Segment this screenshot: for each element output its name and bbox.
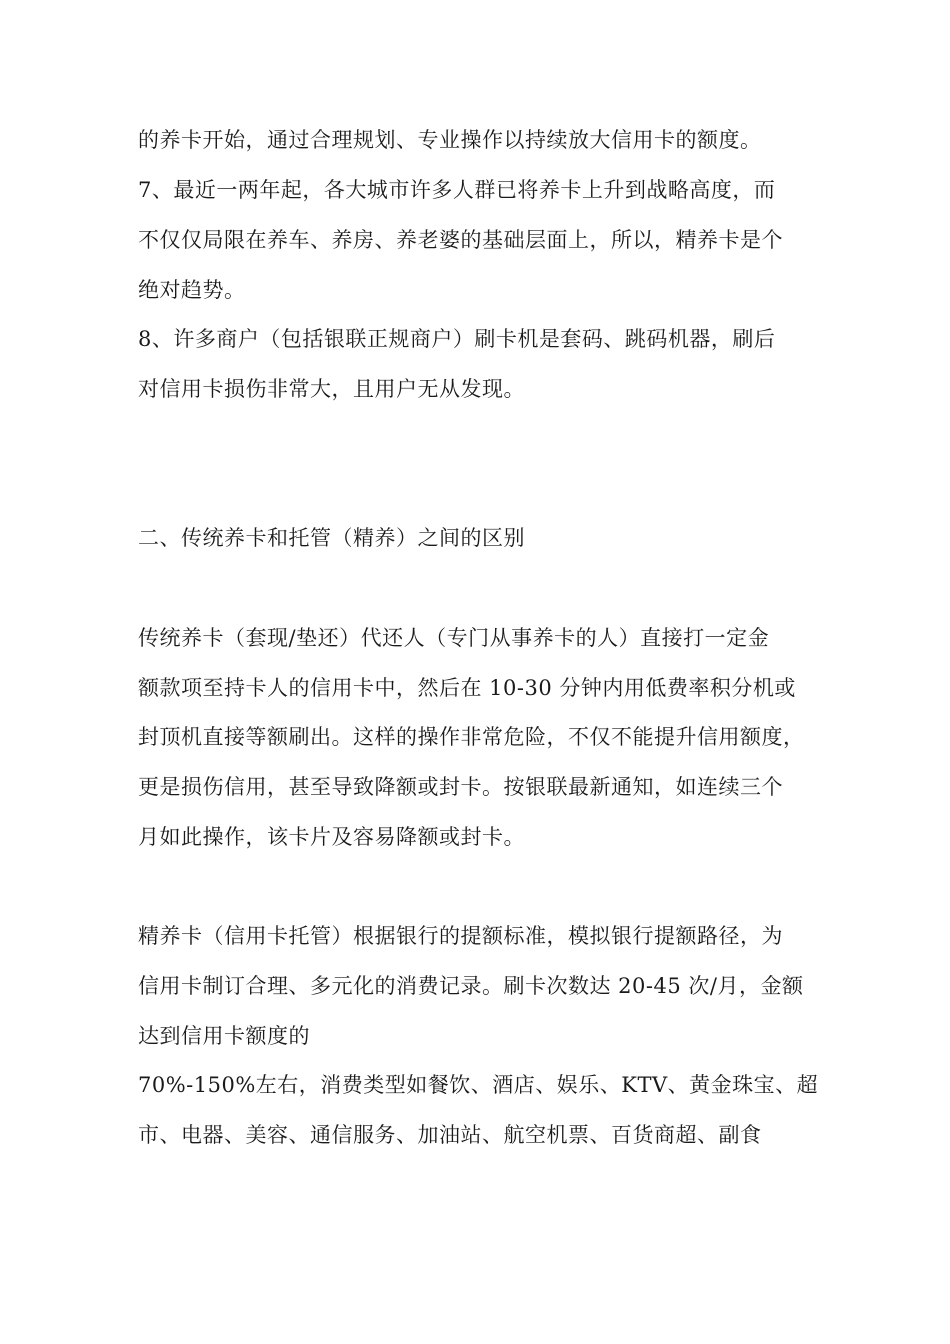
paragraph-line-12: 精养卡（信用卡托管）根据银行的提额标准，模拟银行提额路径，为 [138,924,783,948]
paragraph-line-10: 更是损伤信用，甚至导致降额或封卡。按银联最新通知，如连续三个 [138,775,783,799]
paragraph-line-1: 的养卡开始，通过合理规划、专业操作以持续放大信用卡的额度。 [138,128,762,152]
paragraph-line-9: 封顶机直接等额刷出。这样的操作非常危险，不仅不能提升信用额度， [138,725,805,749]
paragraph-line-6: 对信用卡损伤非常大，且用户无从发现。 [138,377,525,401]
paragraph-line-3: 不仅仅局限在养车、养房、养老婆的基础层面上，所以，精养卡是个 [138,228,783,252]
paragraph-line-16: 市、电器、美容、通信服务、加油站、航空机票、百货商超、副食 [138,1123,762,1147]
paragraph-line-14: 达到信用卡额度的 [138,1024,310,1048]
paragraph-line-4: 绝对趋势。 [138,278,246,302]
paragraph-line-13: 信用卡制订合理、多元化的消费记录。刷卡次数达 20-45 次/月，金额 [138,974,804,998]
paragraph-line-7: 传统养卡（套现/垫还）代还人（专门从事养卡的人）直接打一定金 [138,626,770,650]
section-heading: 二、传统养卡和托管（精养）之间的区别 [138,526,525,550]
paragraph-line-11: 月如此操作，该卡片及容易降额或封卡。 [138,825,525,849]
paragraph-line-2: 7、最近一两年起，各大城市许多人群已将养卡上升到战略高度，而 [138,178,776,202]
paragraph-line-8: 额款项至持卡人的信用卡中，然后在 10-30 分钟内用低费率积分机或 [138,676,796,700]
paragraph-line-5: 8、许多商户（包括银联正规商户）刷卡机是套码、跳码机器，刷后 [138,327,776,351]
paragraph-line-15: 70%-150%左右，消费类型如餐饮、酒店、娱乐、KTV、黄金珠宝、超 [138,1073,819,1097]
